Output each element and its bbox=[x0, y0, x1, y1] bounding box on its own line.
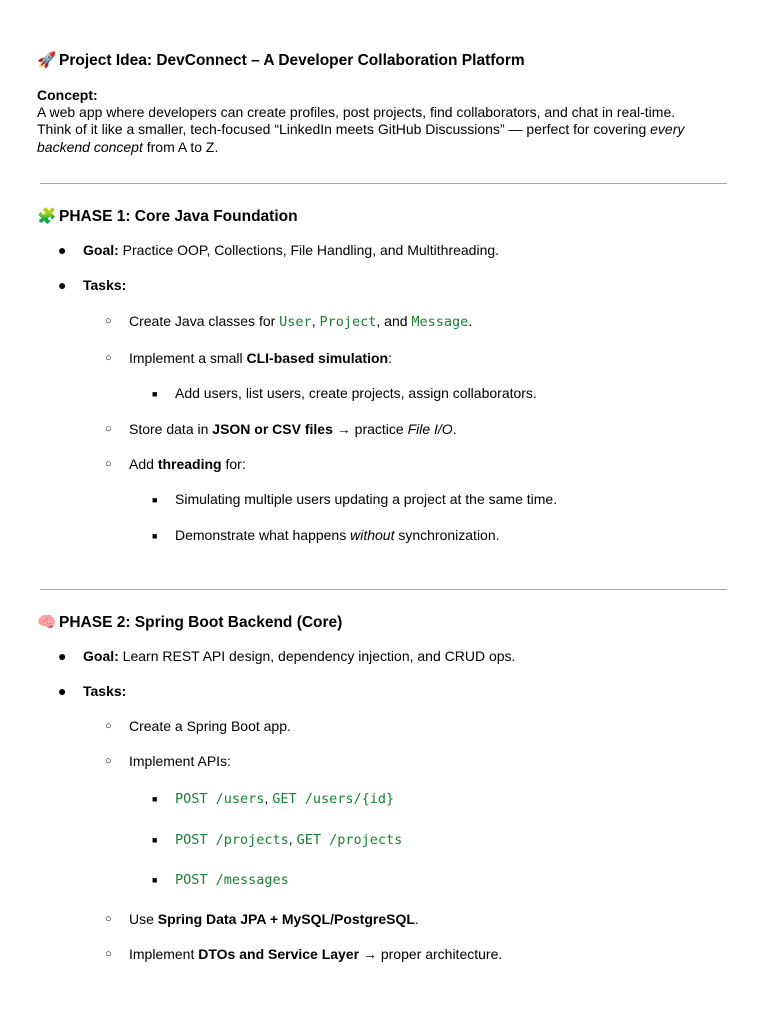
phase2-tasks-label: Tasks: bbox=[83, 683, 127, 699]
bullet-square-icon: ■ bbox=[152, 495, 158, 505]
document-title bbox=[37, 51, 525, 70]
task-implement-apis: Implement APIs: bbox=[129, 753, 231, 769]
puzzle-piece-icon: 🧩 bbox=[37, 208, 57, 225]
api-projects: POST /projects, GET /projects bbox=[175, 831, 403, 848]
threading-subitem-2: Demonstrate what happens without synchronization. bbox=[175, 527, 500, 543]
bullet-circle-icon: ○ bbox=[105, 423, 112, 435]
phase1-goal: Goal: Practice OOP, Collections, File Handling, and Multithreading. bbox=[83, 242, 500, 258]
task-spring-data-jpa: Use Spring Data JPA + MySQL/PostgreSQL. bbox=[129, 911, 419, 927]
bullet-square-icon: ■ bbox=[152, 531, 158, 541]
bullet-disc-icon: ● bbox=[58, 242, 67, 258]
bullet-disc-icon: ● bbox=[58, 648, 67, 664]
task-threading: Add threading for: bbox=[129, 456, 246, 472]
bullet-circle-icon: ○ bbox=[105, 720, 112, 732]
title-text: Project Idea: DevConnect – A Developer Collaboration Platform bbox=[59, 52, 525, 69]
bullet-square-icon: ■ bbox=[152, 794, 158, 804]
bullet-circle-icon: ○ bbox=[105, 352, 112, 364]
concept-line-3: backend concept from A to Z. bbox=[37, 139, 219, 155]
concept-line-2: Think of it like a smaller, tech-focused “LinkedIn meets GitHub Discussions” — perfect for covering every bbox=[37, 121, 685, 137]
task-cli-subitem: Add users, list users, create projects, assign collaborators. bbox=[175, 385, 537, 401]
bullet-square-icon: ■ bbox=[152, 835, 158, 845]
concept-label: Concept: bbox=[37, 87, 98, 103]
bullet-circle-icon: ○ bbox=[105, 458, 112, 470]
task-java-classes: Create Java classes for User, Project, and Message. bbox=[129, 313, 473, 330]
rocket-icon: 🚀 bbox=[37, 52, 57, 69]
brain-icon: 🧠 bbox=[37, 614, 57, 631]
task-dtos-service-layer: Implement DTOs and Service Layer → proper architecture. bbox=[129, 946, 503, 962]
horizontal-divider bbox=[40, 589, 727, 590]
task-spring-app: Create a Spring Boot app. bbox=[129, 718, 291, 734]
bullet-circle-icon: ○ bbox=[105, 755, 112, 767]
bullet-circle-icon: ○ bbox=[105, 948, 112, 960]
phase2-heading: 🧠 PHASE 2: Spring Boot Backend (Core) bbox=[37, 614, 343, 631]
threading-subitem-1: Simulating multiple users updating a project at the same time. bbox=[175, 491, 558, 507]
horizontal-divider bbox=[40, 183, 727, 184]
bullet-disc-icon: ● bbox=[58, 683, 67, 699]
phase1-heading: 🧩 PHASE 1: Core Java Foundation bbox=[37, 208, 298, 225]
phase2-goal: Goal: Learn REST API design, dependency injection, and CRUD ops. bbox=[83, 648, 516, 664]
task-store-data: Store data in JSON or CSV files → practice File I/O. bbox=[129, 421, 457, 437]
api-messages: POST /messages bbox=[175, 872, 289, 888]
bullet-square-icon: ■ bbox=[152, 389, 158, 399]
phase1-tasks-label: Tasks: bbox=[83, 277, 127, 293]
bullet-circle-icon: ○ bbox=[105, 315, 112, 327]
concept-line-1: A web app where developers can create profiles, post projects, find collaborators, and chat in real-time. bbox=[37, 104, 676, 120]
task-cli-simulation: Implement a small CLI-based simulation: bbox=[129, 350, 392, 366]
bullet-square-icon: ■ bbox=[152, 875, 158, 885]
bullet-disc-icon: ● bbox=[58, 277, 67, 293]
api-users: POST /users, GET /users/{id} bbox=[175, 790, 395, 807]
bullet-circle-icon: ○ bbox=[105, 913, 112, 925]
